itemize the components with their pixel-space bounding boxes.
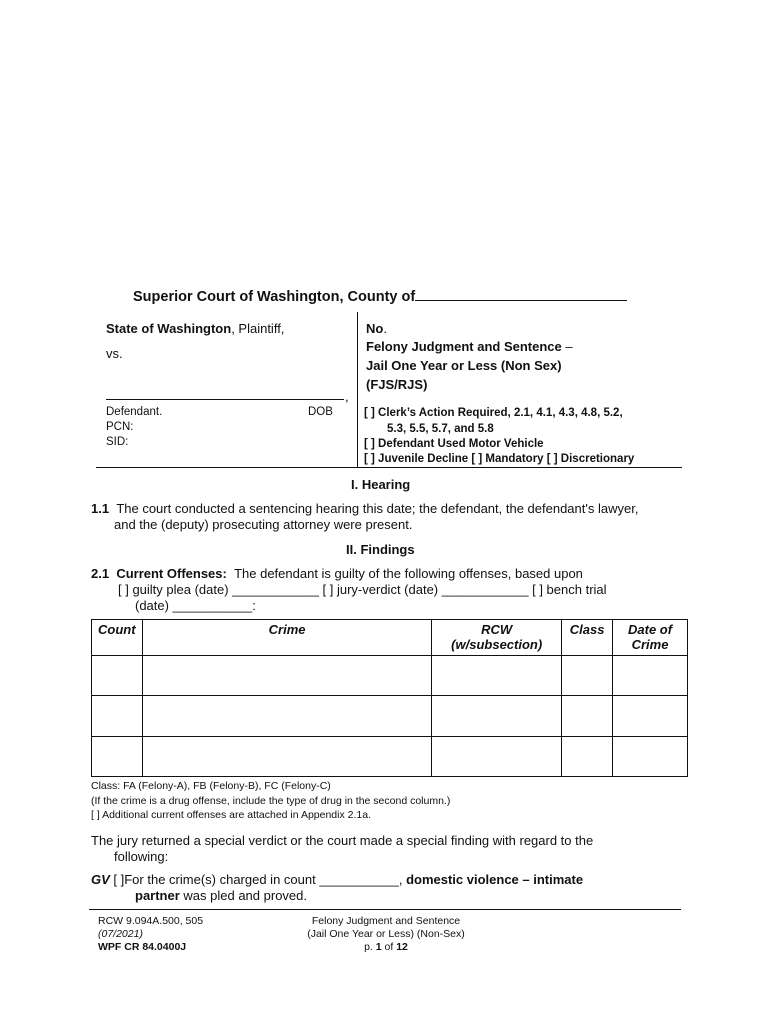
case-number-label: No <box>366 321 384 336</box>
juvenile-decline-checkbox[interactable]: [ ] Juvenile Decline [ ] Mandatory [ ] Discretionary <box>364 453 635 465</box>
plea-options-line[interactable]: [ ] guilty plea (date) ____________ [ ] jury-verdict (date) ____________ [ ] bench trial <box>118 582 607 597</box>
date-cell[interactable] <box>613 736 688 776</box>
gv-line-1[interactable]: GV [ ]For the crime(s) charged in count ___________, domestic violence – intimate <box>91 872 584 887</box>
caption-bottom-rule <box>96 467 682 468</box>
pcn-label: PCN: <box>106 421 134 433</box>
sid-label: SID: <box>106 436 129 448</box>
col-header-crime: Crime <box>142 620 431 656</box>
current-offenses-table <box>91 619 688 777</box>
footer-title-2: (Jail One Year or Less) (Non-Sex) <box>307 928 465 940</box>
section-1-1-line-2: and the (deputy) prosecuting attorney were present. <box>114 517 413 532</box>
dob-label: DOB <box>308 406 333 418</box>
footer-rule <box>89 909 681 910</box>
drug-note: (If the crime is a drug offense, include the type of drug in the second column.) <box>91 795 451 807</box>
col-header-rcw: RCW (w/subsection) <box>432 620 562 656</box>
table-header-row <box>92 620 688 656</box>
col-header-class: Class <box>562 620 613 656</box>
table-row <box>92 696 688 736</box>
defendant-label: Defendant. <box>106 406 163 418</box>
crime-cell[interactable] <box>142 696 431 736</box>
findings-heading: II. Findings <box>346 542 415 557</box>
count-cell[interactable] <box>92 656 143 696</box>
count-cell[interactable] <box>92 696 143 736</box>
vs-label: vs. <box>106 346 123 361</box>
court-title: Superior Court of Washington, County of <box>133 287 627 305</box>
date-cell[interactable] <box>613 696 688 736</box>
date-cell[interactable] <box>613 656 688 696</box>
class-note: Class: FA (Felony-A), FB (Felony-B), FC (Felony-C) <box>91 780 331 792</box>
defendant-line-comma: , <box>345 389 349 404</box>
col-header-count: Count <box>92 620 143 656</box>
motor-vehicle-checkbox[interactable]: [ ] Defendant Used Motor Vehicle <box>364 438 544 450</box>
clerk-action-checkbox[interactable]: [ ] Clerk’s Action Required, 2.1, 4.1, 4.3, 4.8, 5.2, <box>364 407 623 419</box>
doc-title-line-1: Felony Judgment and Sentence – <box>366 339 573 354</box>
section-1-1-line-1: 1.1 The court conducted a sentencing hearing this date; the defendant, the defendant's lawyer, <box>91 501 639 516</box>
defendant-name-line[interactable] <box>106 399 344 400</box>
plaintiff-role: , Plaintiff, <box>231 321 285 336</box>
gv-label: GV <box>91 872 110 887</box>
class-cell[interactable] <box>562 696 613 736</box>
footer-date: (07/2021) <box>98 928 143 940</box>
additional-offenses-checkbox[interactable]: [ ] Additional current offenses are attached in Appendix 2.1a. <box>91 809 371 821</box>
hearing-heading: I. Hearing <box>351 477 411 492</box>
doc-title-line-2: Jail One Year or Less (Non Sex) <box>366 358 562 373</box>
footer-rcw: RCW 9.094A.500, 505 <box>98 915 204 927</box>
special-verdict-line-2: following: <box>114 849 169 864</box>
plaintiff-name: State of Washington <box>106 321 232 336</box>
crime-cell[interactable] <box>142 736 431 776</box>
footer-title-1: Felony Judgment and Sentence <box>311 915 461 927</box>
special-verdict-line-1: The jury returned a special verdict or the court made a special finding with regard to the <box>91 833 594 848</box>
rcw-cell[interactable] <box>432 696 562 736</box>
bench-trial-date-line[interactable]: (date) ___________: <box>135 598 256 613</box>
rcw-cell[interactable] <box>432 736 562 776</box>
rcw-cell[interactable] <box>432 656 562 696</box>
gv-line-2: partner was pled and proved. <box>135 888 307 903</box>
class-cell[interactable] <box>562 736 613 776</box>
table-row <box>92 736 688 776</box>
col-header-date: Date of Crime <box>613 620 688 656</box>
crime-cell[interactable] <box>142 656 431 696</box>
case-number: No. <box>366 321 387 336</box>
section-2-1-line-1: 2.1 Current Offenses: The defendant is guilty of the following offenses, based upon <box>91 566 583 581</box>
doc-title-line-3: (FJS/RJS) <box>366 377 428 392</box>
table-row <box>92 656 688 696</box>
count-cell[interactable] <box>92 736 143 776</box>
county-blank[interactable] <box>415 287 627 301</box>
caption-divider <box>357 312 358 468</box>
class-cell[interactable] <box>562 656 613 696</box>
footer-page-number: p. 1 of 12 <box>364 941 408 953</box>
footer-form-id: WPF CR 84.0400J <box>98 941 187 953</box>
clerk-action-sections: 5.3, 5.5, 5.7, and 5.8 <box>387 423 494 435</box>
plaintiff-line <box>106 321 284 336</box>
